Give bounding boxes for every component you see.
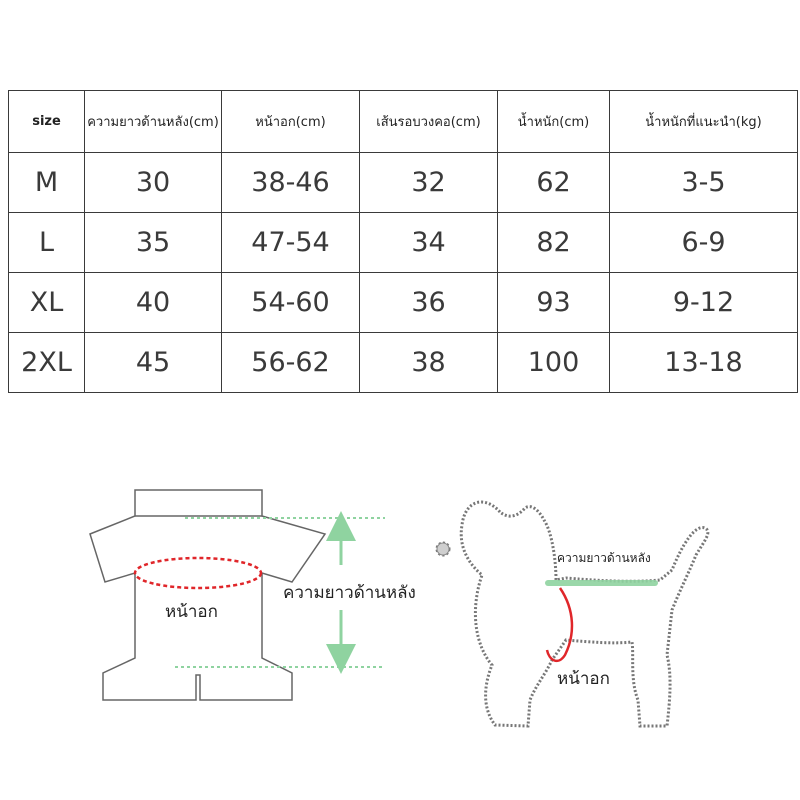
cell-neck: 32 bbox=[360, 153, 498, 213]
cell-chest: 47-54 bbox=[222, 213, 360, 273]
cell-back-length: 45 bbox=[85, 333, 222, 393]
cell-weight: 62 bbox=[498, 153, 610, 213]
cell-weight: 93 bbox=[498, 273, 610, 333]
cell-chest: 38-46 bbox=[222, 153, 360, 213]
cell-recommended-weight: 6-9 bbox=[610, 213, 798, 273]
table-row bbox=[9, 213, 798, 273]
shirt-back-length-label: ความยาวด้านหลัง bbox=[283, 583, 416, 603]
cell-size: M bbox=[9, 153, 85, 213]
cell-recommended-weight: 9-12 bbox=[610, 273, 798, 333]
shirt-chest-label: หน้าอก bbox=[165, 602, 218, 622]
cell-neck: 38 bbox=[360, 333, 498, 393]
table-row bbox=[9, 273, 798, 333]
cell-weight: 100 bbox=[498, 333, 610, 393]
cell-back-length: 30 bbox=[85, 153, 222, 213]
cell-recommended-weight: 13-18 bbox=[610, 333, 798, 393]
cell-neck: 36 bbox=[360, 273, 498, 333]
cell-size: XL bbox=[9, 273, 85, 333]
shirt-chest-measure bbox=[135, 558, 261, 588]
header-neck: เส้นรอบวงคอ(cm) bbox=[360, 91, 498, 153]
header-weight: น้ำหนัก(cm) bbox=[498, 91, 610, 153]
cell-recommended-weight: 3-5 bbox=[610, 153, 798, 213]
header-chest: หน้าอก(cm) bbox=[222, 91, 360, 153]
cell-size: L bbox=[9, 213, 85, 273]
dog-chest-label: หน้าอก bbox=[557, 669, 610, 689]
table-row bbox=[9, 333, 798, 393]
cell-chest: 56-62 bbox=[222, 333, 360, 393]
cell-weight: 82 bbox=[498, 213, 610, 273]
header-back-length: ความยาวด้านหลัง(cm) bbox=[85, 91, 222, 153]
table-header-row bbox=[9, 91, 798, 153]
header-recommended-weight: น้ำหนักที่แนะนำ(kg) bbox=[610, 91, 798, 153]
table-row bbox=[9, 153, 798, 213]
dog-outline bbox=[437, 502, 708, 726]
header-size: size bbox=[9, 91, 85, 153]
measurement-illustrations bbox=[0, 460, 800, 750]
cell-chest: 54-60 bbox=[222, 273, 360, 333]
size-table bbox=[8, 90, 798, 393]
cell-neck: 34 bbox=[360, 213, 498, 273]
cell-back-length: 40 bbox=[85, 273, 222, 333]
dog-back-length-label: ความยาวด้านหลัง bbox=[557, 551, 651, 565]
cell-back-length: 35 bbox=[85, 213, 222, 273]
cell-size: 2XL bbox=[9, 333, 85, 393]
dog-nose-icon bbox=[437, 543, 449, 555]
